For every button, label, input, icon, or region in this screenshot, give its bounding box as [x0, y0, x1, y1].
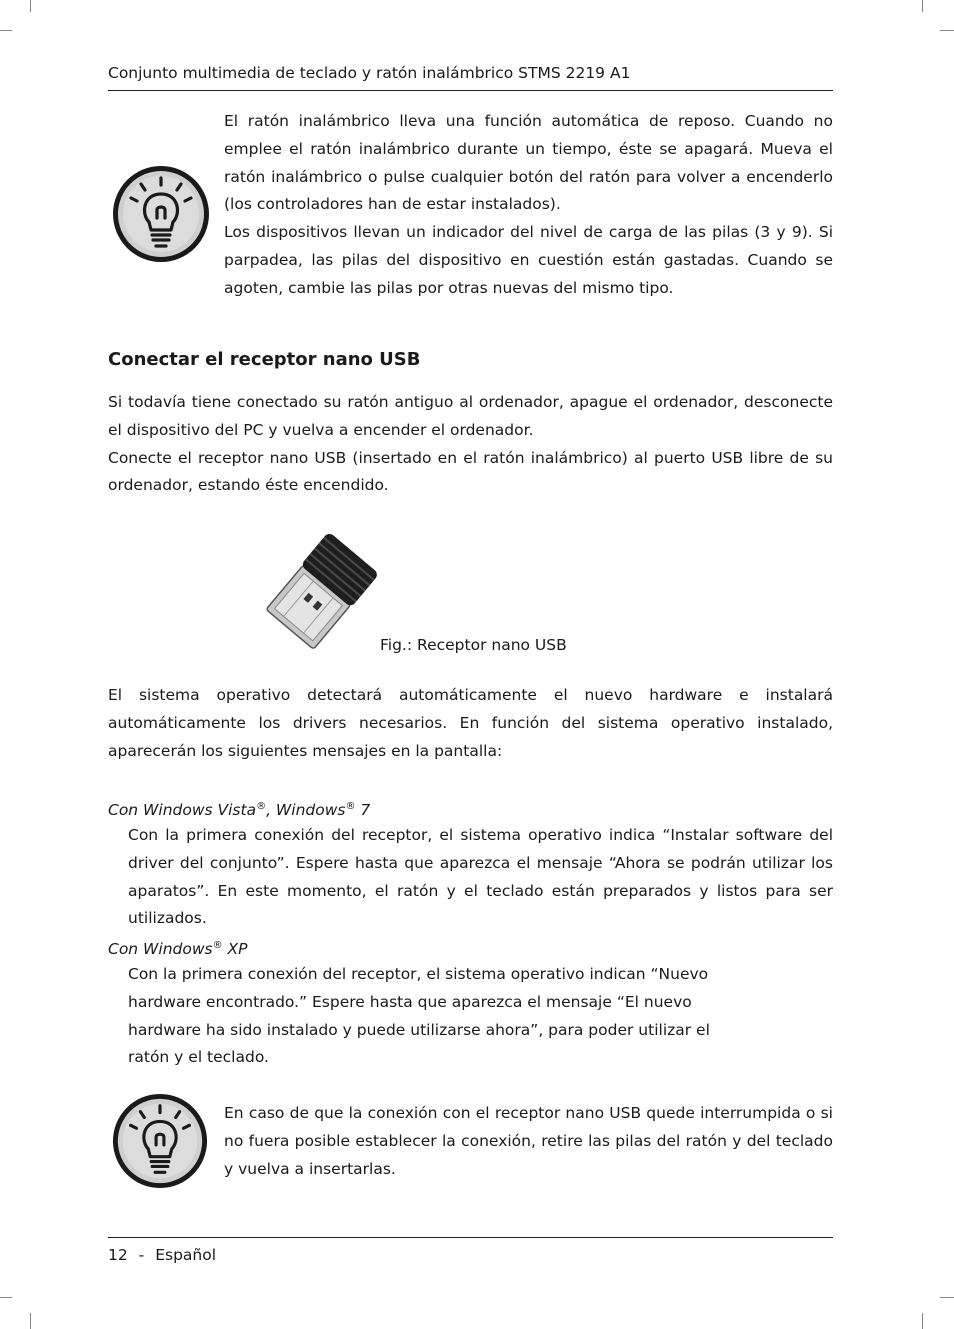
section-paragraph: Si todavía tiene conectado su ratón antiguo al ordenador, apague el ordenador, desconecte el dispositivo del PC y vuelva a encender el ordenador. Conecte el receptor nano USB (insertado en el ratón inalámbrico) al puerto USB libre de su ordenador, estando éste encendido. [108, 393, 833, 495]
footer-separator: - [138, 1246, 145, 1264]
crop-mark [30, 0, 31, 12]
figure-caption: Fig.: Receptor nano USB [380, 636, 567, 654]
note-paragraph: El ratón inalámbrico lleva una función automática de reposo. Cuando no emplee el ratón inalámbrico durante un tiempo, éste se apagará. Mueva el ratón inalámbrico o pulse cualquier botón del ratón para volver a encenderlo (los controladores han de estar instalados). Los dispositivos llevan un indicador del nivel de carga de las pilas (3 y 9). Si parpadea, las pilas del dispositivo en cuestión están gastadas. Cuando se agoten, cambie las pilas por otras nuevas del mismo tipo. [224, 112, 833, 297]
footer-language: Español [155, 1246, 217, 1264]
page-footer [108, 1237, 833, 1266]
crop-mark [940, 1297, 954, 1298]
page-header [108, 62, 833, 91]
crop-mark [922, 1313, 923, 1329]
note-paragraph: En caso de que la conexión con el receptor nano USB quede interrumpida o si no fuera posible establecer la conexión, retire las pilas del ratón y del teclado y vuelva a insertarlas. [224, 1104, 833, 1178]
crop-mark [0, 30, 12, 31]
lightbulb-icon [111, 164, 211, 264]
crop-mark [0, 1297, 12, 1298]
page-number: 12 [108, 1246, 128, 1264]
lightbulb-icon [111, 1092, 209, 1190]
crop-mark [940, 30, 954, 31]
vista-paragraph: Con la primera conexión del receptor, el sistema operativo indica “Instalar software del driver del conjunto”. Espere hasta que aparezca el mensaje “Ahora se podrán utilizar los aparatos”. En este momento, el ratón y el teclado están preparados y listos para ser utilizados. [128, 826, 833, 928]
crop-mark [922, 0, 923, 12]
header-title: Conjunto multimedia de teclado y ratón inalámbrico STMS 2219 A1 [108, 64, 631, 82]
xp-paragraph: Con la primera conexión del receptor, el sistema operativo indican “Nuevo hardware encontrado.” Espere hasta que aparezca el mensaje “El nuevo hardware ha sido instalado y puede utilizarse ahora”, para poder utilizar el ratón y el teclado. [128, 965, 710, 1067]
section-heading: Conectar el receptor nano USB [108, 349, 421, 370]
crop-mark [30, 1313, 31, 1329]
section-paragraph: El sistema operativo detectará automáticamente el nuevo hardware e instalará automáticamente los drivers necesarios. En función del sistema operativo instalado, aparecerán los siguientes mensajes en la pantalla: [108, 686, 833, 760]
usb-receiver-image [254, 522, 389, 657]
subheading-vista: Con Windows Vista®, Windows® 7 [108, 801, 371, 820]
subheading-xp: Con Windows® XP [108, 940, 248, 959]
